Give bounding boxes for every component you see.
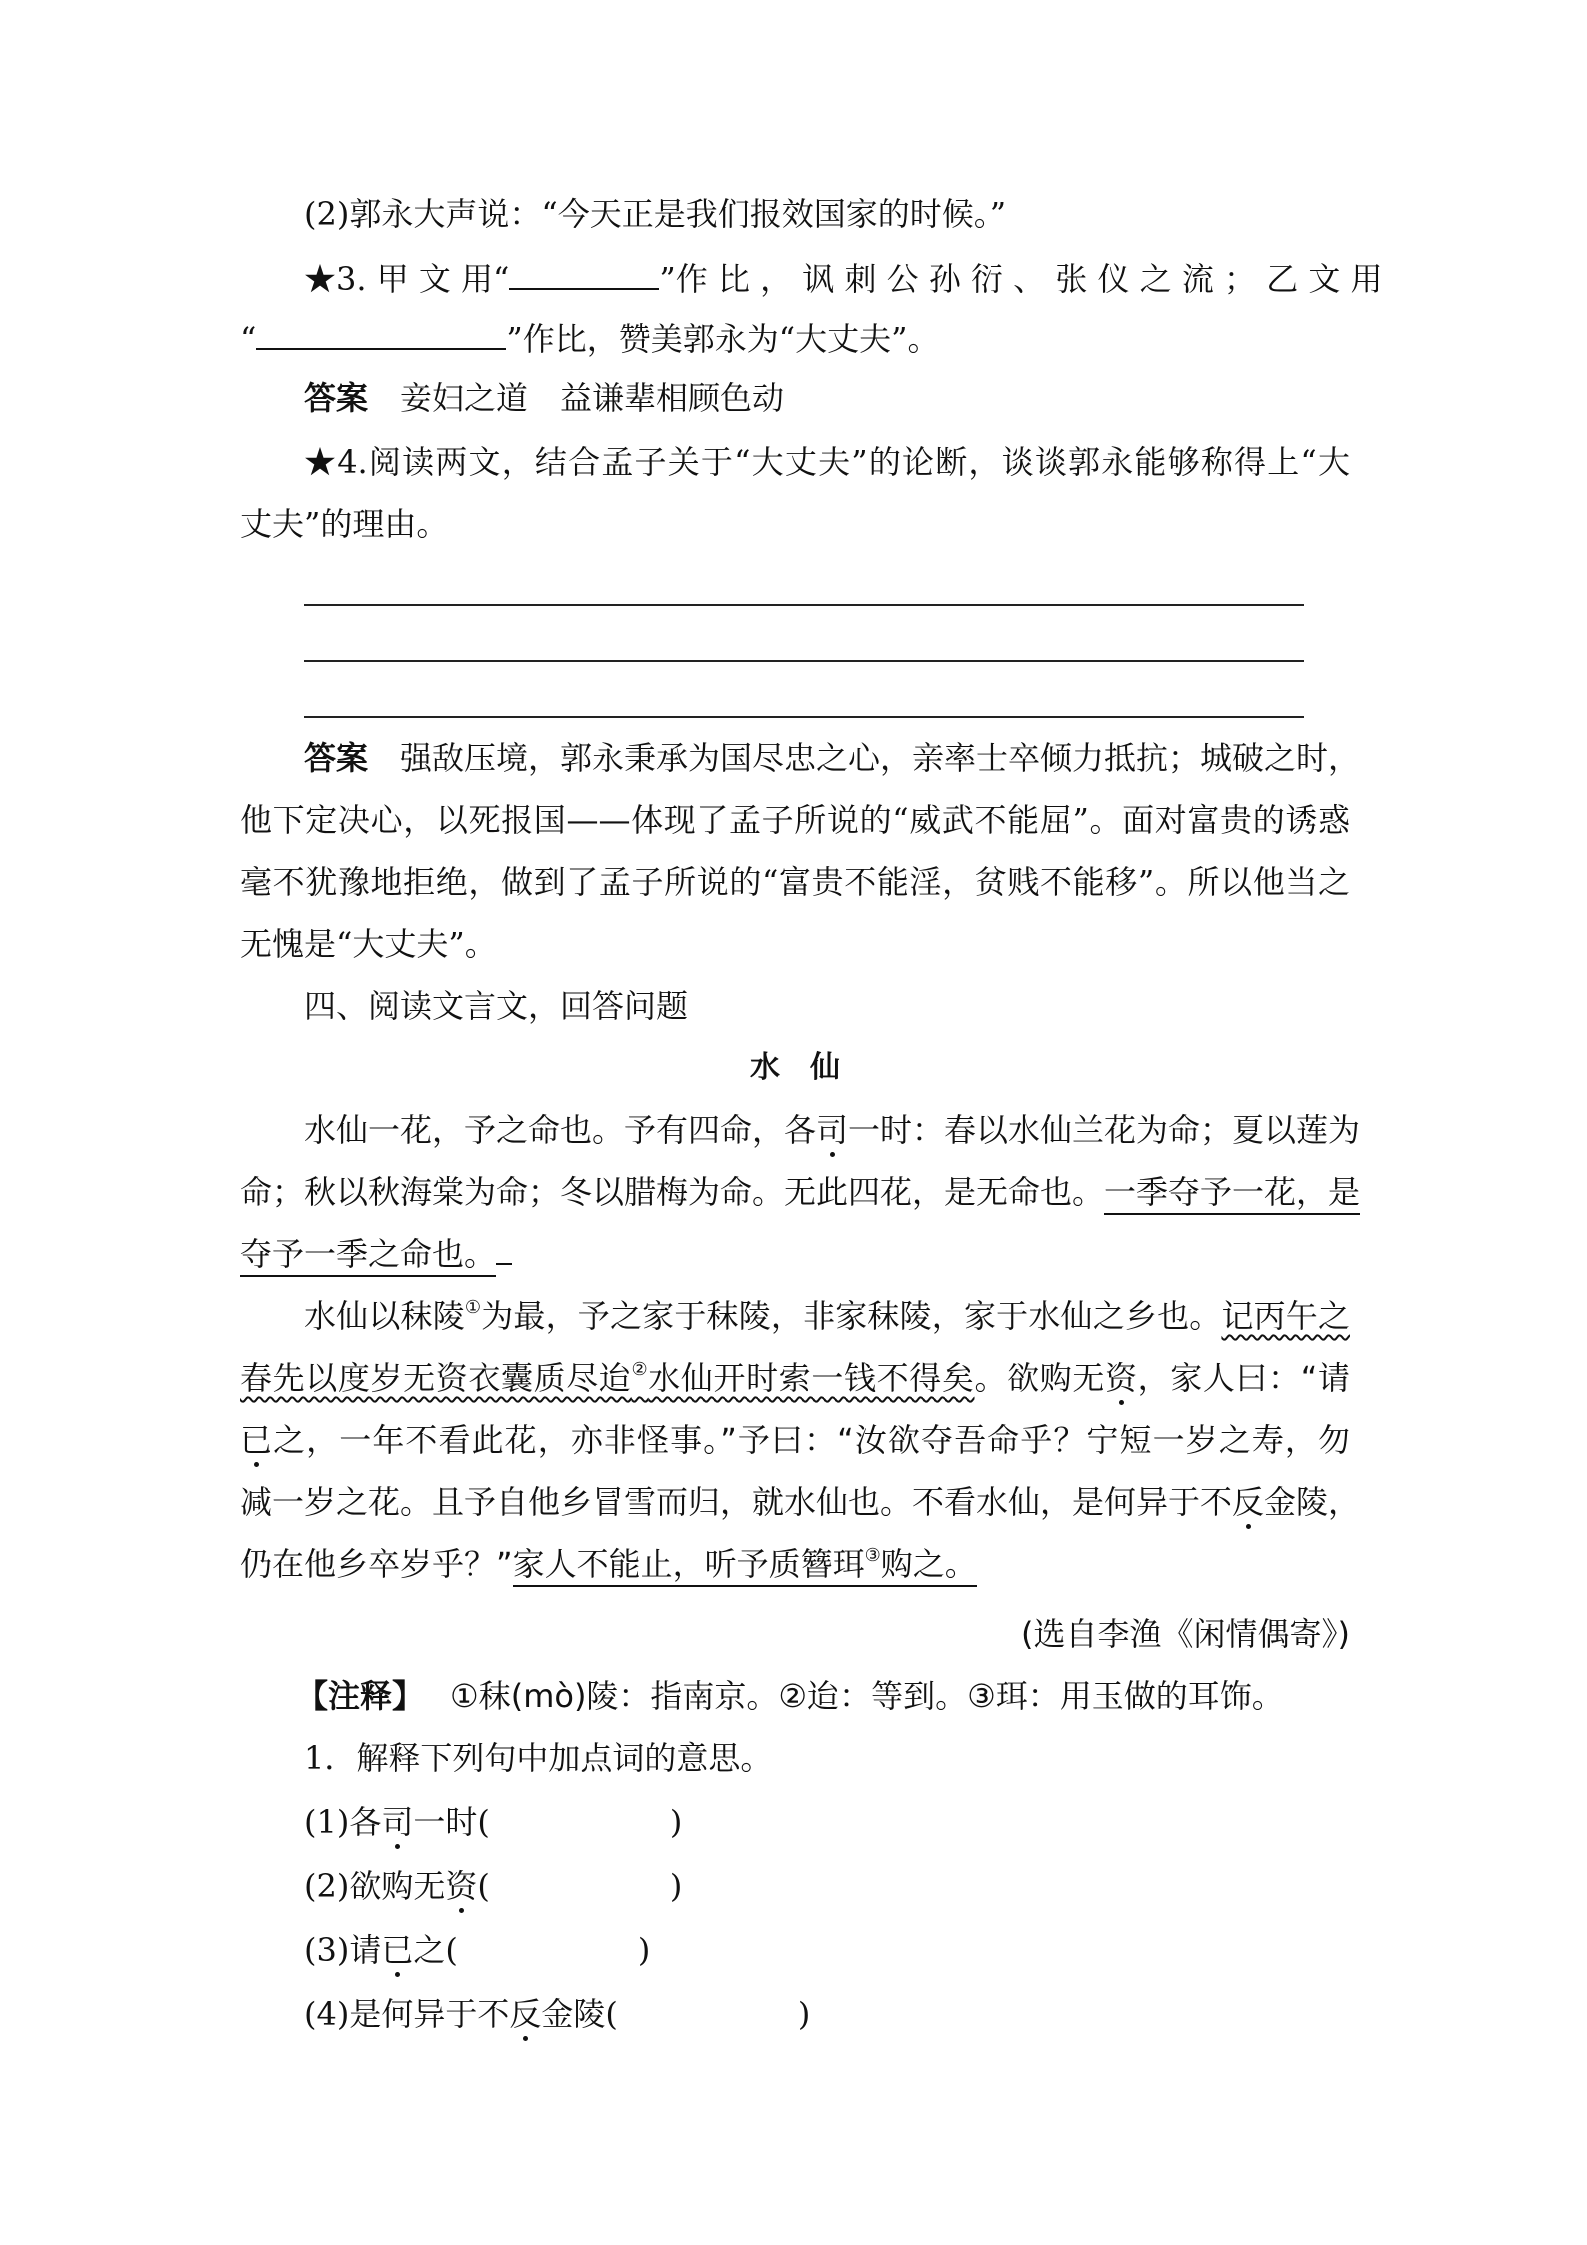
passage-p2-line5: 仍在他乡卒岁乎？”家人不能止，听予质簪珥③购之。: [240, 1542, 1350, 1586]
q1-dotted-word-4: 反: [509, 1995, 542, 2033]
answer-label: 答案: [304, 739, 369, 777]
q4-answer-line3: 毫不犹豫地拒绝，做到了孟子所说的“富贵不能淫，贫贱不能移”。所以他当之: [240, 863, 1350, 901]
dotted-word-zi: 资: [1105, 1359, 1138, 1397]
q3-line2: [240, 314, 1350, 361]
note-marker-1: ①: [464, 1297, 482, 1318]
passage-p2-line2: 春先以度岁无资衣囊质尽迨②水仙开时索一钱不得矣。欲购无资，家人曰：“请: [240, 1359, 1350, 1397]
dotted-word-fan: 反: [1232, 1483, 1265, 1521]
notes-label: 【注释】: [296, 1677, 425, 1715]
dotted-word-si: 司: [816, 1111, 849, 1149]
wavy-sentence-b: 春先以度岁无资衣囊质尽迨②水仙开时索一钱不得矣: [240, 1359, 975, 1397]
passage-title: 水 仙: [750, 1050, 840, 1085]
note-marker-3: ③: [864, 1545, 881, 1566]
q4-line1: ★4.阅读两文，结合孟子关于“大丈夫”的论断，谈谈郭永能够称得上“大: [304, 443, 1350, 481]
q4-answer-line4: 无愧是“大丈夫”。: [240, 925, 497, 963]
q1-stem: 1．解释下列句中加点词的意思。: [304, 1739, 773, 1777]
answer-rule-2: [304, 660, 1304, 662]
passage-p1-line1: 水仙一花，予之命也。予有四命，各司一时：春以水仙兰花为命；夏以莲为: [304, 1111, 1361, 1149]
q1-item-1: (1)各司一时( ): [304, 1803, 683, 1841]
q4-answer-line1: [304, 736, 1361, 780]
dotted-word-yi: 已: [240, 1421, 274, 1459]
q4-answer-text-1: 强敌压境，郭永秉承为国尽忠之心，亲率士卒倾力抵抗；城破之时，: [400, 739, 1361, 777]
q1-item-4: (4)是何异于不反金陵( ): [304, 1995, 811, 2033]
q3-open-quote: “: [240, 320, 257, 358]
q4-answer-line2: 他下定决心，以死报国——体现了孟子所说的“威武不能屈”。面对富贵的诱惑: [240, 801, 1350, 839]
q1-item-3: (3)请已之( ): [304, 1931, 651, 1969]
underlined-sentence-2: 家人不能止，听予质簪珥③购之。: [513, 1545, 977, 1587]
answer-label: 答案: [304, 379, 369, 417]
answer-rule-1: [304, 604, 1304, 606]
notes-line: [296, 1674, 1342, 1718]
q3-blank-1: [509, 254, 659, 290]
answer-rule-3: [304, 716, 1304, 718]
underlined-sentence-1b: 夺予一季之命也。: [240, 1235, 496, 1277]
passage-p2-line4: 减一岁之花。且予自他乡冒雪而归，就水仙也。不看水仙，是何异于不反金陵，: [240, 1483, 1361, 1521]
q3-answer: [304, 376, 1350, 420]
wavy-sentence-a: 记丙午之: [1221, 1297, 1350, 1335]
q1-dotted-word-1: 司: [381, 1803, 414, 1841]
passage-p1-line3: [240, 1232, 1350, 1276]
passage-source: (选自李渔《闲情偶寄》): [1021, 1615, 1350, 1653]
section-heading: 四、阅读文言文，回答问题: [304, 987, 689, 1025]
q1-item-2: (2)欲购无资( ): [304, 1867, 683, 1905]
q4-line2: 丈夫”的理由。: [240, 505, 449, 543]
q2-item-text: (2)郭永大声说：“今天正是我们报效国家的时候。”: [304, 195, 1007, 233]
q3-close: ”作比，赞美郭永为“大丈夫”。: [506, 320, 940, 358]
underlined-sentence-1a: 一季夺予一花，是: [1104, 1173, 1360, 1215]
q1-dotted-word-2: 资: [445, 1867, 478, 1905]
q3-prefix: ★3. 甲 文 用“: [304, 260, 510, 298]
q3-middle: ”作 比 ， 讽 刺 公 孙 衍 、 张 仪 之 流 ； 乙 文 用: [659, 260, 1383, 298]
note-marker-2: ②: [631, 1359, 649, 1380]
q3-blank-2: [256, 314, 506, 350]
q1-dotted-word-3: 已: [381, 1931, 414, 1969]
passage-p1-line2: 命；秋以秋海棠为命；冬以腊梅为命。无此四花，是无命也。一季夺予一花，是: [240, 1170, 1350, 1214]
passage-p2-line3: 已之，一年不看此花，亦非怪事。”予曰：“汝欲夺吾命乎？宁短一岁之寿，勿: [240, 1421, 1350, 1459]
passage-p2-line1: 水仙以秣陵①为最，予之家于秣陵，非家秣陵，家于水仙之乡也。记丙午之: [304, 1297, 1350, 1335]
notes-text: ①秣(mò)陵：指南京。②迨：等到。③珥：用玉做的耳饰。: [450, 1677, 1284, 1715]
q3-line1: [304, 254, 1383, 301]
q3-answer-text: 妾妇之道 益谦辈相顾色动: [400, 379, 785, 417]
